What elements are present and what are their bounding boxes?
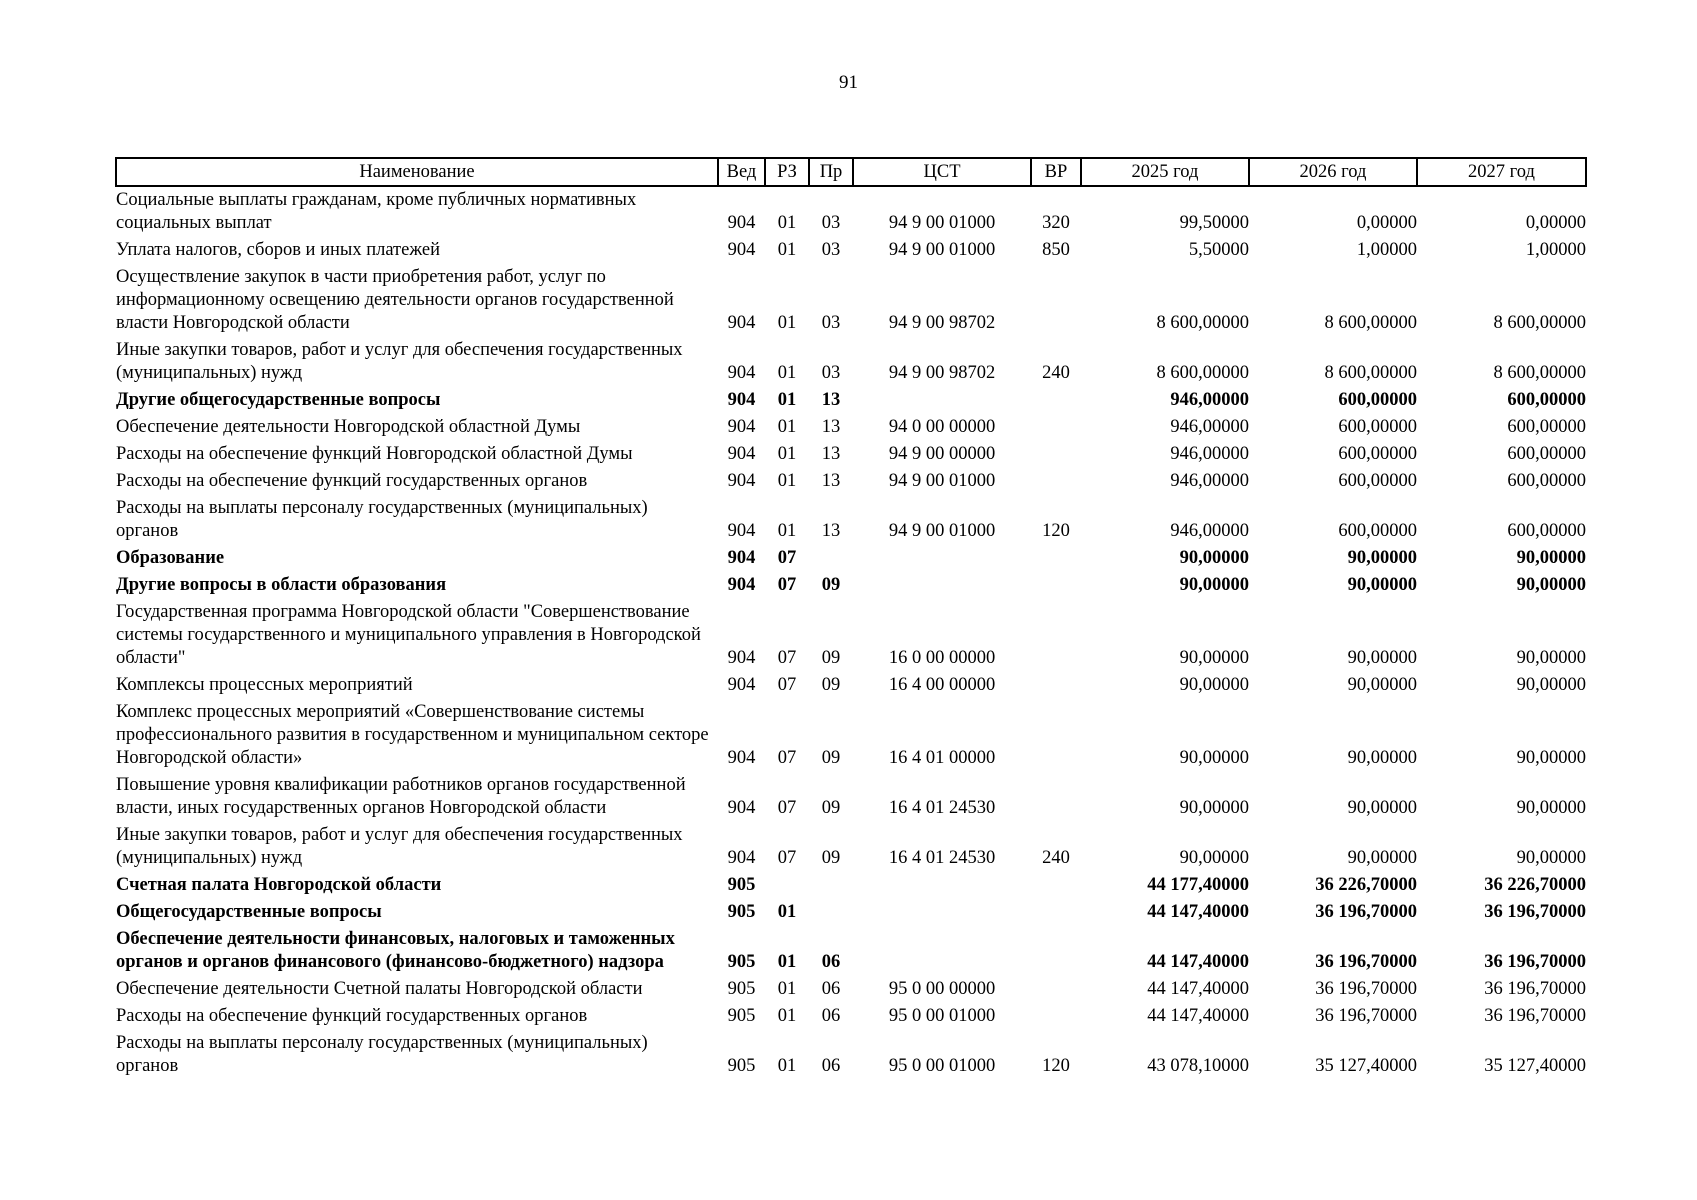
row-2026: 36 196,70000 xyxy=(1315,979,1417,999)
row-2025: 43 078,10000 xyxy=(1147,1056,1249,1076)
row-cst xyxy=(853,389,1031,416)
row-name: Иные закупки товаров, работ и услуг для обеспечения государственных (муниципальных) нужд xyxy=(116,340,683,383)
row-name: Общегосударственные вопросы xyxy=(116,902,382,922)
row-vr xyxy=(1031,443,1081,470)
table-row xyxy=(116,266,1586,339)
row-2027: 600,00000 xyxy=(1507,521,1586,541)
table-row xyxy=(116,774,1586,824)
row-2026: 90,00000 xyxy=(1347,575,1417,595)
row-rz: 01 xyxy=(777,390,797,410)
row-ved: 904 xyxy=(727,848,756,868)
row-2026: 35 127,40000 xyxy=(1315,1056,1417,1076)
row-2027: 600,00000 xyxy=(1507,444,1586,464)
row-ved: 904 xyxy=(727,521,756,541)
row-cst: 94 9 00 98702 xyxy=(888,313,996,333)
row-name: Расходы на обеспечение функций Новгородской областной Думы xyxy=(116,444,633,464)
row-cst xyxy=(853,547,1031,574)
row-ved: 904 xyxy=(727,444,756,464)
row-cst: 94 0 00 00000 xyxy=(888,417,996,437)
table-section-row xyxy=(116,389,1586,416)
header-name: Наименование xyxy=(116,158,718,186)
row-ved: 905 xyxy=(727,1006,756,1026)
row-vr xyxy=(1031,389,1081,416)
table-row xyxy=(116,497,1586,547)
row-pr: 13 xyxy=(821,390,841,410)
row-name: Социальные выплаты гражданам, кроме публичных нормативных социальных выплат xyxy=(116,190,637,233)
row-rz: 07 xyxy=(777,798,797,818)
row-2025: 90,00000 xyxy=(1179,848,1249,868)
header-row xyxy=(116,158,1586,186)
table-row xyxy=(116,239,1586,266)
row-cst: 94 9 00 01000 xyxy=(888,471,996,491)
row-2025: 90,00000 xyxy=(1179,748,1249,768)
row-cst: 95 0 00 01000 xyxy=(888,1056,996,1076)
row-ved: 904 xyxy=(727,240,756,260)
row-vr: 240 xyxy=(1042,848,1070,868)
row-pr: 09 xyxy=(821,798,841,818)
row-2026: 36 196,70000 xyxy=(1315,1006,1417,1026)
header-rz: РЗ xyxy=(765,158,809,186)
row-cst xyxy=(853,574,1031,601)
row-ved: 904 xyxy=(727,213,756,233)
header-2025: 2025 год xyxy=(1081,158,1249,186)
row-name: Другие вопросы в области образования xyxy=(116,575,447,595)
budget-table xyxy=(115,157,1587,1082)
row-cst: 16 4 01 24530 xyxy=(888,798,996,818)
row-2026: 90,00000 xyxy=(1347,748,1417,768)
row-pr: 03 xyxy=(821,240,841,260)
row-name: Повышение уровня квалификации работников органов государственной власти, иных государственных органов Новгородской области xyxy=(116,775,686,818)
row-2025: 44 147,40000 xyxy=(1147,979,1249,999)
row-cst: 16 4 01 00000 xyxy=(888,748,996,768)
header-vr: ВР xyxy=(1031,158,1081,186)
row-2027: 90,00000 xyxy=(1516,648,1586,668)
row-2026: 36 196,70000 xyxy=(1315,902,1417,922)
row-2026: 600,00000 xyxy=(1338,444,1417,464)
row-2025: 44 147,40000 xyxy=(1147,902,1249,922)
row-ved: 904 xyxy=(727,675,756,695)
row-2026: 8 600,00000 xyxy=(1324,313,1417,333)
row-ved: 904 xyxy=(727,798,756,818)
row-ved: 904 xyxy=(727,648,756,668)
row-2025: 44 147,40000 xyxy=(1147,952,1249,972)
row-cst: 16 0 00 00000 xyxy=(888,648,996,668)
row-ved: 904 xyxy=(727,575,756,595)
row-pr: 03 xyxy=(821,213,841,233)
row-ved: 904 xyxy=(727,390,756,410)
table-row xyxy=(116,186,1586,239)
row-cst xyxy=(853,874,1031,901)
row-name: Комплексы процессных мероприятий xyxy=(116,675,413,695)
row-vr: 120 xyxy=(1042,521,1070,541)
row-rz: 01 xyxy=(777,363,797,383)
row-2025: 90,00000 xyxy=(1179,575,1249,595)
row-cst: 94 9 00 98702 xyxy=(888,363,996,383)
row-2026: 0,00000 xyxy=(1356,213,1417,233)
row-rz: 01 xyxy=(777,521,797,541)
row-rz: 07 xyxy=(777,848,797,868)
row-pr: 13 xyxy=(821,444,841,464)
row-vr xyxy=(1031,574,1081,601)
row-rz: 01 xyxy=(777,1056,797,1076)
row-2026: 36 226,70000 xyxy=(1315,875,1417,895)
row-2026: 600,00000 xyxy=(1338,417,1417,437)
row-vr xyxy=(1031,978,1081,1005)
table-section-row xyxy=(116,547,1586,574)
row-name: Государственная программа Новгородской области "Совершенствование системы государственного и муниципального управления в Новгородской области" xyxy=(116,602,701,668)
table-row xyxy=(116,470,1586,497)
row-2025: 99,50000 xyxy=(1179,213,1249,233)
row-name: Обеспечение деятельности Новгородской областной Думы xyxy=(116,417,581,437)
row-vr xyxy=(1031,874,1081,901)
row-2027: 35 127,40000 xyxy=(1484,1056,1586,1076)
row-pr: 13 xyxy=(821,417,841,437)
table-row xyxy=(116,824,1586,874)
row-ved: 905 xyxy=(727,902,756,922)
row-name: Расходы на обеспечение функций государственных органов xyxy=(116,1006,588,1026)
row-pr: 13 xyxy=(821,471,841,491)
row-2025: 946,00000 xyxy=(1170,390,1249,410)
table-row xyxy=(116,339,1586,389)
row-pr: 09 xyxy=(821,648,841,668)
row-name: Иные закупки товаров, работ и услуг для обеспечения государственных (муниципальных) нужд xyxy=(116,825,683,868)
row-2026: 90,00000 xyxy=(1347,798,1417,818)
row-2026: 90,00000 xyxy=(1347,548,1417,568)
row-2025: 90,00000 xyxy=(1179,675,1249,695)
row-vr xyxy=(1031,470,1081,497)
row-rz: 01 xyxy=(777,979,797,999)
row-vr xyxy=(1031,1005,1081,1032)
row-vr: 850 xyxy=(1042,240,1070,260)
row-2027: 90,00000 xyxy=(1516,575,1586,595)
table-row xyxy=(116,978,1586,1005)
header-cst: ЦСТ xyxy=(853,158,1031,186)
row-pr xyxy=(809,874,853,901)
row-pr: 06 xyxy=(821,952,841,972)
row-vr xyxy=(1031,601,1081,674)
row-vr xyxy=(1031,416,1081,443)
table-row xyxy=(116,443,1586,470)
row-pr: 09 xyxy=(821,675,841,695)
row-vr xyxy=(1031,901,1081,928)
row-2025: 90,00000 xyxy=(1179,798,1249,818)
row-cst: 94 9 00 01000 xyxy=(888,213,996,233)
row-cst: 94 9 00 01000 xyxy=(888,240,996,260)
row-cst: 94 9 00 01000 xyxy=(888,521,996,541)
row-rz: 07 xyxy=(777,748,797,768)
row-2027: 36 196,70000 xyxy=(1484,979,1586,999)
row-pr: 06 xyxy=(821,979,841,999)
row-2026: 1,00000 xyxy=(1356,240,1417,260)
table-row xyxy=(116,674,1586,701)
table-body xyxy=(116,186,1586,1082)
row-2026: 8 600,00000 xyxy=(1324,363,1417,383)
row-2027: 90,00000 xyxy=(1516,848,1586,868)
table-row xyxy=(116,1032,1586,1082)
row-vr: 240 xyxy=(1042,363,1070,383)
table-section-row xyxy=(116,901,1586,928)
row-ved: 905 xyxy=(727,979,756,999)
row-rz: 07 xyxy=(777,648,797,668)
row-ved: 905 xyxy=(727,952,756,972)
row-pr: 09 xyxy=(821,848,841,868)
page-number: 91 xyxy=(839,72,858,93)
row-name: Расходы на выплаты персоналу государственных (муниципальных) органов xyxy=(116,1033,648,1076)
row-pr xyxy=(809,901,853,928)
row-rz: 01 xyxy=(777,313,797,333)
row-ved: 904 xyxy=(727,363,756,383)
row-2025: 8 600,00000 xyxy=(1156,313,1249,333)
row-pr: 03 xyxy=(821,363,841,383)
row-rz: 01 xyxy=(777,1006,797,1026)
row-ved: 904 xyxy=(727,313,756,333)
row-2025: 5,50000 xyxy=(1188,240,1249,260)
row-2025: 946,00000 xyxy=(1170,471,1249,491)
row-2027: 600,00000 xyxy=(1507,417,1586,437)
header-2026: 2026 год xyxy=(1249,158,1417,186)
row-2027: 90,00000 xyxy=(1516,548,1586,568)
row-vr xyxy=(1031,774,1081,824)
row-ved: 905 xyxy=(727,875,756,895)
row-pr: 09 xyxy=(821,575,841,595)
table-section-row xyxy=(116,928,1586,978)
row-2027: 36 196,70000 xyxy=(1484,902,1586,922)
row-name: Расходы на выплаты персоналу государственных (муниципальных) органов xyxy=(116,498,648,541)
row-pr: 03 xyxy=(821,313,841,333)
row-2027: 90,00000 xyxy=(1516,798,1586,818)
row-cst: 16 4 01 24530 xyxy=(888,848,996,868)
row-vr xyxy=(1031,928,1081,978)
row-2027: 0,00000 xyxy=(1525,213,1586,233)
row-2027: 1,00000 xyxy=(1525,240,1586,260)
table-section-row xyxy=(116,874,1586,901)
row-cst: 16 4 00 00000 xyxy=(888,675,996,695)
row-2026: 90,00000 xyxy=(1347,648,1417,668)
row-name: Счетная палата Новгородской области xyxy=(116,875,442,895)
row-2027: 600,00000 xyxy=(1507,390,1586,410)
row-ved: 905 xyxy=(727,1056,756,1076)
row-rz: 01 xyxy=(777,240,797,260)
row-2025: 946,00000 xyxy=(1170,521,1249,541)
row-rz: 01 xyxy=(777,902,797,922)
row-rz: 01 xyxy=(777,417,797,437)
table-row xyxy=(116,416,1586,443)
header-2027: 2027 год xyxy=(1417,158,1586,186)
row-pr: 09 xyxy=(821,748,841,768)
row-2027: 8 600,00000 xyxy=(1493,363,1586,383)
row-name: Уплата налогов, сборов и иных платежей xyxy=(116,240,441,260)
row-pr: 06 xyxy=(821,1056,841,1076)
row-rz xyxy=(765,874,809,901)
row-vr xyxy=(1031,547,1081,574)
row-rz: 01 xyxy=(777,471,797,491)
row-cst: 95 0 00 00000 xyxy=(888,979,996,999)
row-cst: 94 9 00 00000 xyxy=(888,444,996,464)
row-cst: 95 0 00 01000 xyxy=(888,1006,996,1026)
row-ved: 904 xyxy=(727,548,756,568)
row-2027: 600,00000 xyxy=(1507,471,1586,491)
row-pr xyxy=(809,547,853,574)
row-vr: 120 xyxy=(1042,1056,1070,1076)
row-2025: 44 177,40000 xyxy=(1147,875,1249,895)
row-2026: 600,00000 xyxy=(1338,471,1417,491)
row-2027: 36 196,70000 xyxy=(1484,1006,1586,1026)
row-2025: 44 147,40000 xyxy=(1147,1006,1249,1026)
row-2025: 946,00000 xyxy=(1170,417,1249,437)
row-cst xyxy=(853,901,1031,928)
row-name: Образование xyxy=(116,548,225,568)
row-2027: 90,00000 xyxy=(1516,748,1586,768)
row-rz: 01 xyxy=(777,952,797,972)
header-pr: Пр xyxy=(809,158,853,186)
row-2025: 946,00000 xyxy=(1170,444,1249,464)
row-2027: 90,00000 xyxy=(1516,675,1586,695)
row-rz: 01 xyxy=(777,444,797,464)
table-row xyxy=(116,701,1586,774)
row-2026: 600,00000 xyxy=(1338,521,1417,541)
row-ved: 904 xyxy=(727,471,756,491)
row-ved: 904 xyxy=(727,748,756,768)
row-2026: 90,00000 xyxy=(1347,848,1417,868)
row-2026: 36 196,70000 xyxy=(1315,952,1417,972)
row-rz: 07 xyxy=(777,575,797,595)
row-rz: 01 xyxy=(777,213,797,233)
row-vr: 320 xyxy=(1042,213,1070,233)
row-2027: 8 600,00000 xyxy=(1493,313,1586,333)
table-section-row xyxy=(116,574,1586,601)
row-name: Обеспечение деятельности финансовых, налоговых и таможенных органов и органов финансового (финансово-бюджетного) надзора xyxy=(116,929,675,972)
row-vr xyxy=(1031,266,1081,339)
row-name: Обеспечение деятельности Счетной палаты Новгородской области xyxy=(116,979,643,999)
row-rz: 07 xyxy=(777,675,797,695)
row-cst xyxy=(853,928,1031,978)
header-ved: Вед xyxy=(718,158,765,186)
row-rz: 07 xyxy=(777,548,797,568)
row-name: Другие общегосударственные вопросы xyxy=(116,390,441,410)
table-row xyxy=(116,601,1586,674)
row-2025: 8 600,00000 xyxy=(1156,363,1249,383)
row-ved: 904 xyxy=(727,417,756,437)
row-2025: 90,00000 xyxy=(1179,648,1249,668)
row-2026: 90,00000 xyxy=(1347,675,1417,695)
row-name: Комплекс процессных мероприятий «Совершенствование системы профессионального развития в государственном и муниципальном секторе Новгородской области» xyxy=(116,702,709,768)
row-2027: 36 226,70000 xyxy=(1484,875,1586,895)
table-row xyxy=(116,1005,1586,1032)
row-name: Расходы на обеспечение функций государственных органов xyxy=(116,471,588,491)
row-2027: 36 196,70000 xyxy=(1484,952,1586,972)
row-2026: 600,00000 xyxy=(1338,390,1417,410)
row-vr xyxy=(1031,701,1081,774)
row-2025: 90,00000 xyxy=(1179,548,1249,568)
row-name: Осуществление закупок в части приобретения работ, услуг по информационному освещению деятельности органов государственной власти Новгородской области xyxy=(116,267,674,333)
row-vr xyxy=(1031,674,1081,701)
row-pr: 13 xyxy=(821,521,841,541)
row-pr: 06 xyxy=(821,1006,841,1026)
